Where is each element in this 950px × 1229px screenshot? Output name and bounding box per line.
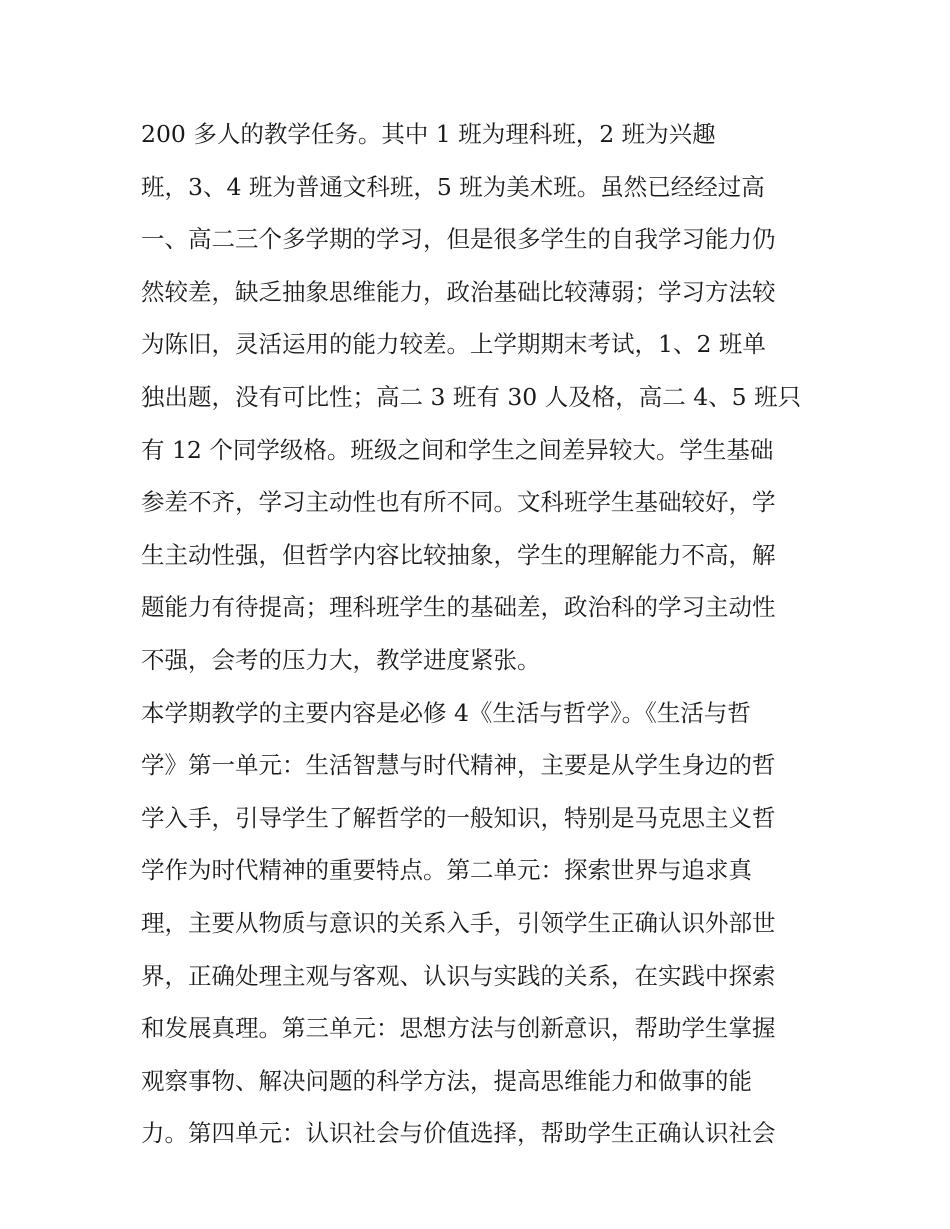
text-line: 200 多人的教学任务。其中 1 班为理科班，2 班为兴趣 <box>141 120 716 148</box>
body-text <box>141 108 831 1160</box>
text-line: 界，正确处理主观与客观、认识与实践的关系，在实践中探索 <box>141 961 776 990</box>
text-line: 然较差，缺乏抽象思维能力，政治基础比较薄弱；学习方法较 <box>141 277 776 306</box>
text-line: 生主动性强，但哲学内容比较抽象，学生的理解能力不高，解 <box>141 540 776 569</box>
text-line: 和发展真理。第三单元：思想方法与创新意识，帮助学生掌握 <box>141 1014 776 1043</box>
text-line: 学入手，引导学生了解哲学的一般知识，特别是马克思主义哲 <box>141 803 776 832</box>
text-line: 有 12 个同学级格。班级之间和学生之间差异较大。学生基础 <box>141 435 774 464</box>
text-line: 独出题，没有可比性；高二 3 班有 30 人及格，高二 4、5 班只 <box>141 382 802 411</box>
text-line: 力。第四单元：认识社会与价值选择，帮助学生正确认识社会 <box>141 1119 776 1148</box>
text-line: 班，3、4 班为普通文科班，5 班为美术班。虽然已经经过高 <box>141 172 765 201</box>
text-line: 学作为时代精神的重要特点。第二单元：探索世界与追求真 <box>141 856 752 885</box>
text-line: 理，主要从物质与意识的关系入手，引领学生正确认识外部世 <box>141 908 776 937</box>
text-line: 一、高二三个多学期的学习，但是很多学生的自我学习能力仍 <box>141 225 776 254</box>
text-line: 学》第一单元：生活智慧与时代精神，主要是从学生身边的哲 <box>141 751 776 780</box>
text-line: 题能力有待提高；理科班学生的基础差，政治科的学习主动性 <box>141 593 776 622</box>
text-line: 本学期教学的主要内容是必修 4《生活与哲学》。《生活与哲 <box>141 698 751 727</box>
text-line: 为陈旧，灵活运用的能力较差。上学期期末考试，1、2 班单 <box>141 330 766 359</box>
text-line: 参差不齐，学习主动性也有所不同。文科班学生基础较好，学 <box>141 488 776 517</box>
text-line: 观察事物、解决问题的科学方法，提高思维能力和做事的能 <box>141 1066 752 1095</box>
text-line: 不强，会考的压力大，教学进度紧张。 <box>141 645 541 674</box>
